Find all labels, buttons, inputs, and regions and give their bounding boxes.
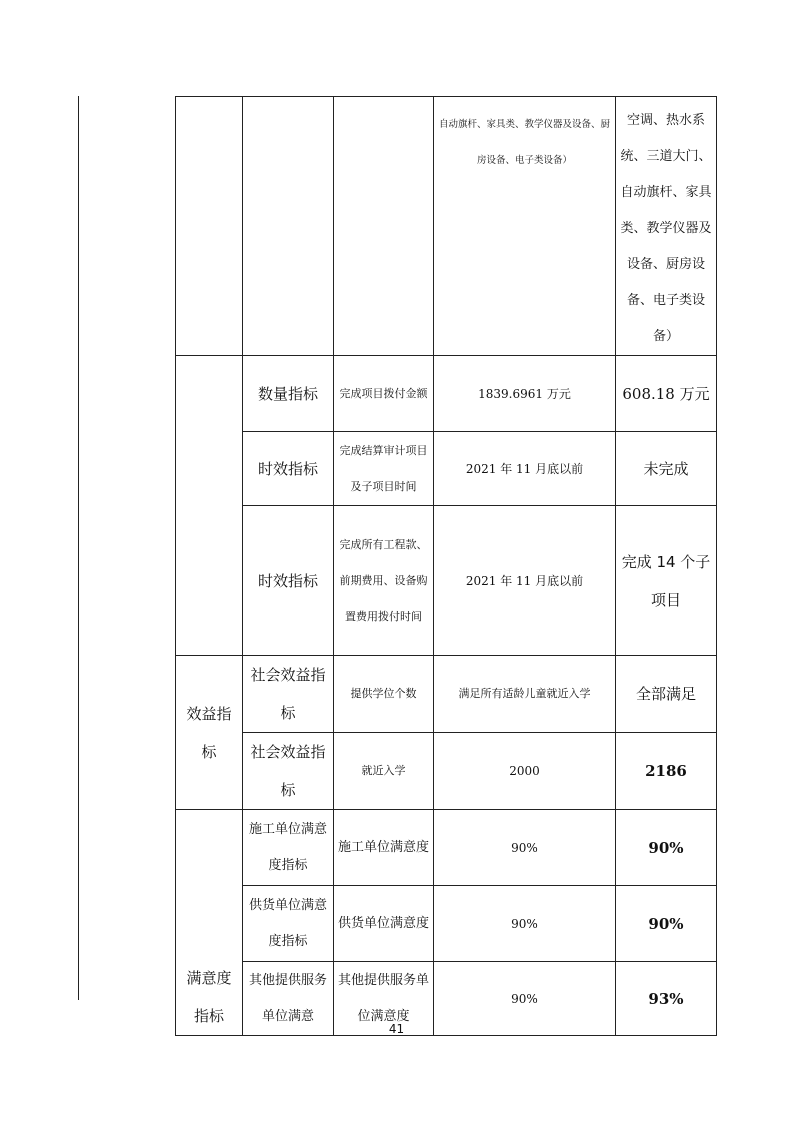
table-row <box>176 506 717 656</box>
tertiary-indicator: 其他提供服务单位满意度 <box>334 962 434 1036</box>
primary-cell-continued <box>176 356 243 656</box>
page-number: 41 <box>388 1022 405 1036</box>
planned-value: 90% <box>434 886 616 962</box>
table-row <box>176 733 717 810</box>
secondary-indicator: 其他提供服务单位满意 <box>243 962 334 1036</box>
secondary-indicator: 时效指标 <box>243 432 334 506</box>
table-row <box>176 886 717 962</box>
planned-value: 1839.6961 万元 <box>434 356 616 432</box>
benefit-primary-indicator: 效益指标 <box>176 656 243 810</box>
tertiary-indicator: 完成项目拨付金额 <box>334 356 434 432</box>
planned-value: 2021 年 11 月底以前 <box>434 432 616 506</box>
planned-value: 2021 年 11 月底以前 <box>434 506 616 656</box>
actual-value: 完成 14 个子项目 <box>616 506 717 656</box>
planned-value: 2000 <box>434 733 616 810</box>
secondary-indicator: 施工单位满意度指标 <box>243 810 334 886</box>
actual-value-cell: 空调、热水系统、三道大门、自动旗杆、家具类、教学仪器及设备、厨房设备、电子类设备） <box>616 97 717 356</box>
tertiary-indicator: 供货单位满意度 <box>334 886 434 962</box>
actual-value: 93% <box>616 962 717 1036</box>
planned-value: 满足所有适龄儿童就近入学 <box>434 656 616 733</box>
secondary-indicator: 供货单位满意度指标 <box>243 886 334 962</box>
tertiary-cell-empty <box>334 97 434 356</box>
secondary-indicator: 时效指标 <box>243 506 334 656</box>
performance-table-container <box>175 96 717 1036</box>
tertiary-indicator: 完成结算审计项目及子项目时间 <box>334 432 434 506</box>
table-row <box>176 356 717 432</box>
actual-value: 608.18 万元 <box>616 356 717 432</box>
planned-value-cell: 自动旗杆、家具类、教学仪器及设备、厨房设备、电子类设备） <box>434 97 616 356</box>
tertiary-indicator: 施工单位满意度 <box>334 810 434 886</box>
actual-value: 2186 <box>616 733 717 810</box>
actual-value: 90% <box>616 886 717 962</box>
secondary-indicator: 社会效益指标 <box>243 733 334 810</box>
actual-value: 90% <box>616 810 717 886</box>
left-margin-rule <box>78 96 79 1000</box>
actual-value: 全部满足 <box>616 656 717 733</box>
secondary-indicator: 数量指标 <box>243 356 334 432</box>
table-row <box>176 432 717 506</box>
tertiary-indicator: 提供学位个数 <box>334 656 434 733</box>
tertiary-indicator: 就近入学 <box>334 733 434 810</box>
secondary-indicator: 社会效益指标 <box>243 656 334 733</box>
tertiary-indicator: 完成所有工程款、前期费用、设备购置费用拨付时间 <box>334 506 434 656</box>
table-row <box>176 810 717 886</box>
planned-value: 90% <box>434 810 616 886</box>
performance-indicator-table <box>175 96 717 1036</box>
secondary-cell-empty <box>243 97 334 356</box>
actual-value: 未完成 <box>616 432 717 506</box>
planned-value: 90% <box>434 962 616 1036</box>
satisfaction-primary-indicator: 满意度指标 <box>176 810 243 1036</box>
table-row-continuation <box>176 97 717 356</box>
table-row <box>176 656 717 733</box>
primary-cell-empty <box>176 97 243 356</box>
